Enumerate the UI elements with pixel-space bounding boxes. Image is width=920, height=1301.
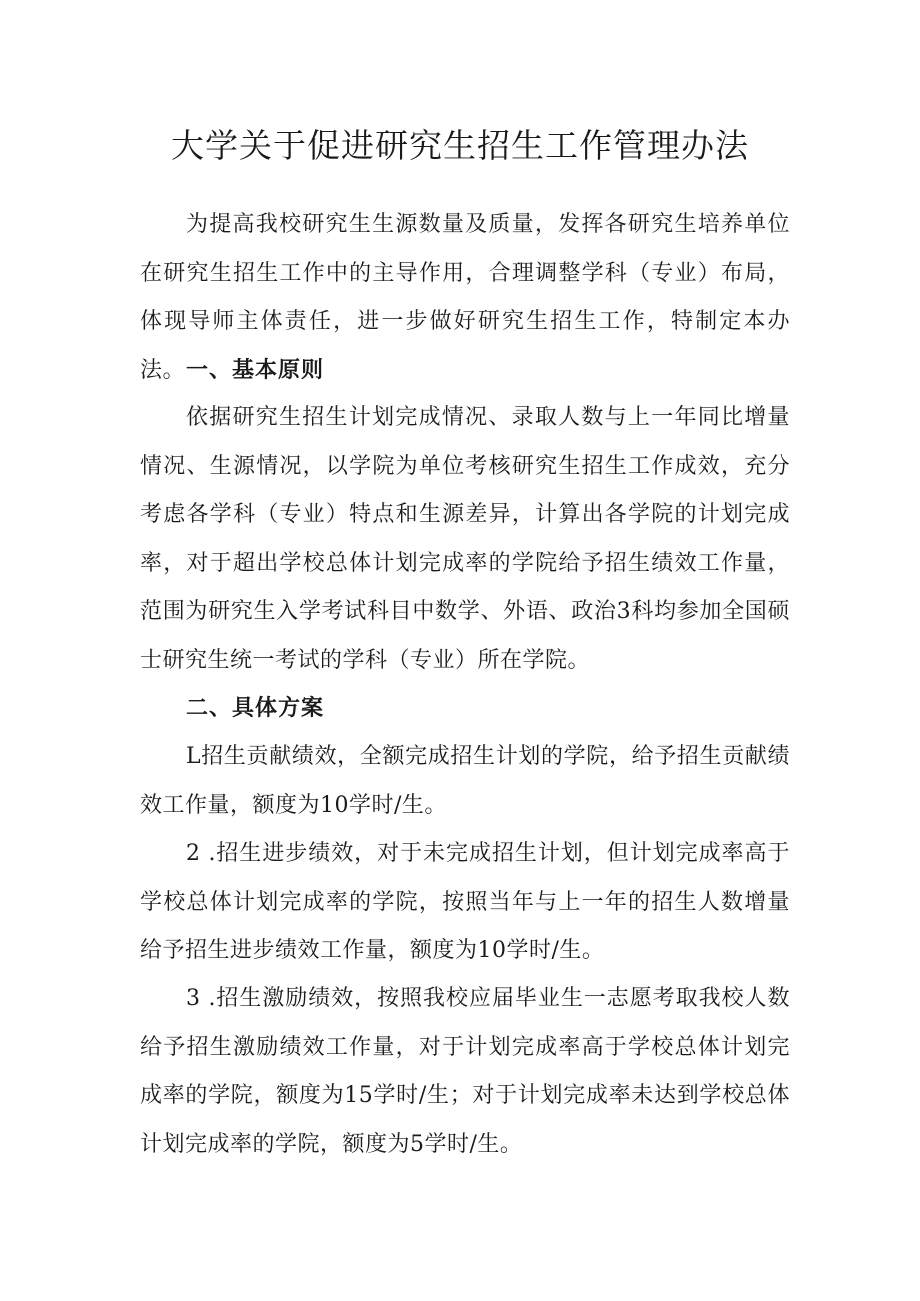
plan-item-progress: 2 .招生进步绩效，对于未完成招生计划，但计划完成率高于学校总体计划完成率的学院，按照当年与上一年的招生人数增量给予招生进步绩效工作量，额度为10学时/生。 [140, 841, 790, 963]
section-heading-specific-plan: 二、具体方案 [186, 696, 325, 721]
intro-paragraph: 为提高我校研究生生源数量及质量，发挥各研究生培养单位在研究生招生工作中的主导作用，合理调整学科（专业）布局，体现导师主体责任，进一步做好研究生招生工作，特制定本办法。 [140, 212, 790, 383]
document-title: 大学关于促进研究生招生工作管理办法 [171, 126, 749, 165]
section-heading-basic-principles: 一、基本原则 [186, 358, 325, 383]
basic-principles-paragraph: 依据研究生招生计划完成情况、录取人数与上一年同比增量情况、生源情况，以学院为单位考核研究生招生工作成效，充分考虑各学科（专业）特点和生源差异，计算出各学院的计划完成率，对于超出学校总体计划完成率的学院给予招生绩效工作量，范围为研究生入学考试科目中数学、外语、政治3科均参加全国硕士研究生统一考试的学科（专业）所在学院。 [140, 405, 790, 673]
plan-item-contribution: L招生贡献绩效，全额完成招生计划的学院，给予招生贡献绩效工作量，额度为10学时/生。 [140, 744, 790, 818]
plan-item-incentive: 3 .招生激励绩效，按照我校应届毕业生一志愿考取我校人数给予招生激励绩效工作量，对于计划完成率高于学校总体计划完成率的学院，额度为15学时/生；对于计划完成率未达到学校总体计划完成率的学院，额度为5学时/生。 [140, 986, 790, 1157]
